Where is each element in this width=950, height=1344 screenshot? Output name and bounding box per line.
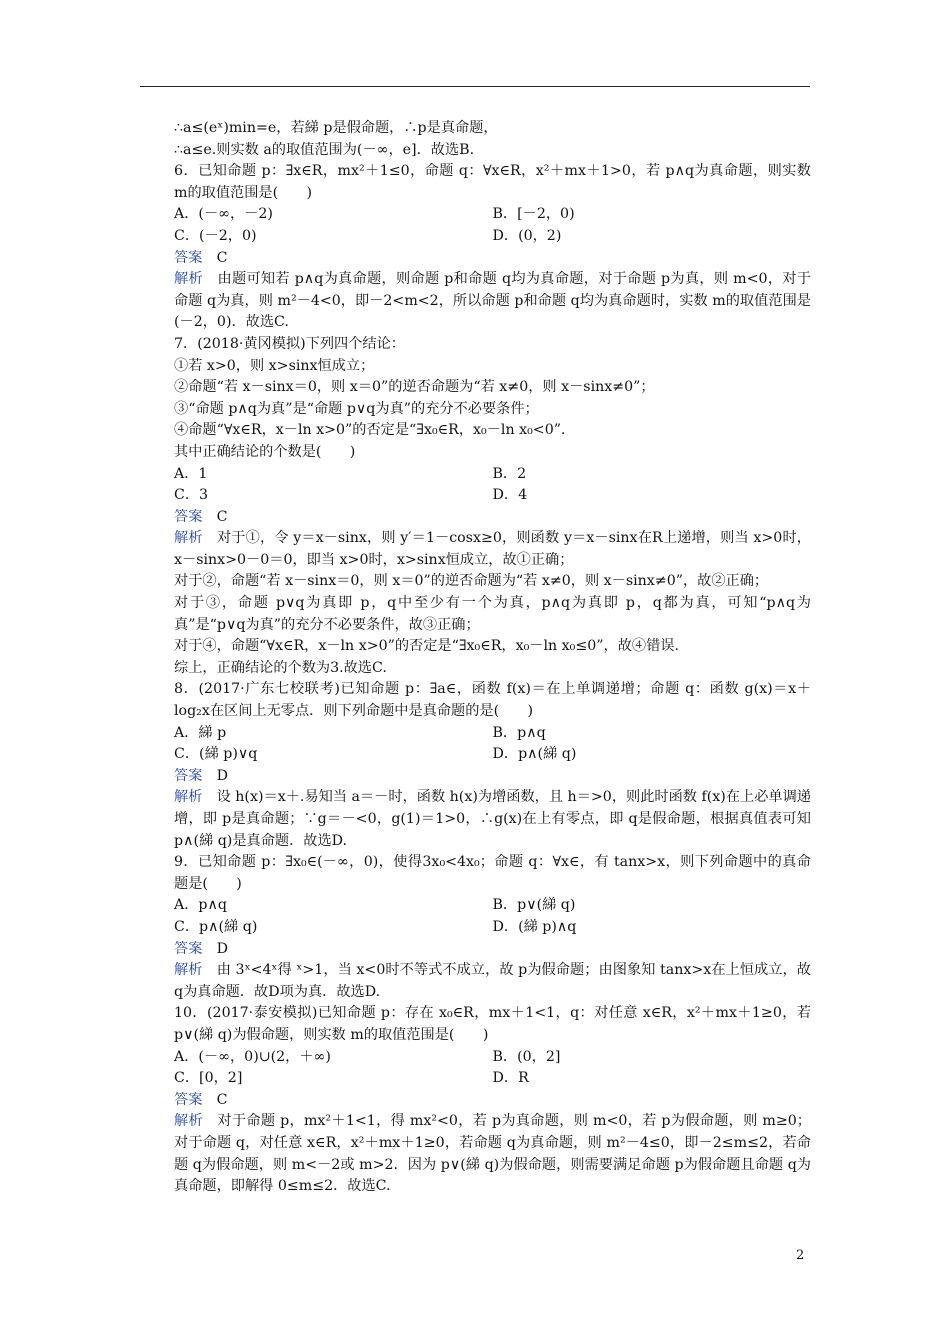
answer-label: 答案 (174, 940, 203, 957)
option-right: D．R (492, 1070, 529, 1087)
option-row (141, 723, 811, 745)
answer-text: C (202, 249, 228, 266)
option-right: B．p∧q (492, 724, 546, 741)
analysis-label: 解析 (174, 962, 203, 979)
text-paragraph: 10．(2017·泰安模拟)已知命题 p：存在 x₀∈R，mx＋1<1，q：对任意 x∈R，x²＋mx＋1≥0，若 p∨(綈 q)为假命题，则实数 m的取值范围是( ) (174, 1005, 811, 1043)
option-left: A．(－∞，－2) (174, 206, 273, 223)
page-number: 2 (796, 1248, 805, 1263)
option-left: C．3 (174, 487, 209, 504)
text-line: ①若 x>0，则 x>sinx恒成立； (174, 357, 375, 374)
option-left: C．p∧(綈 q) (174, 918, 258, 935)
option-row (141, 744, 811, 766)
header-rule (140, 86, 810, 87)
answer-line (141, 507, 811, 529)
option-left: A．(－∞，0)∪(2，＋∞) (174, 1048, 331, 1065)
analysis-paragraph (141, 528, 811, 571)
text-line: ②命题“若 x－sinx＝0，则 x＝0”的逆否命题为“若 x≠0，则 x－sinx≠0”； (174, 379, 655, 396)
answer-label: 答案 (174, 767, 203, 784)
text-line: 对于④，命题“∀x∈R，x－ln x>0”的否定是“∃x₀∈R，x₀－ln x₀≤0”，故④错误. (174, 638, 679, 655)
analysis-text: 设 h(x)＝x＋.易知当 a＝－时，函数 h(x)为增函数，且 h＝>0，则此时函数 f(x)在上必单调递增，即 p是真命题；∵g＝－<0，g(1)＝1>0，∴g(x)在上有零点，即 q是假命题，根据真值表可知 p∧(綈 q)是真命题．故选D. (174, 789, 811, 849)
text-paragraph: 8．(2017·广东七校联考)已知命题 p：∃a∈，函数 f(x)＝在上单调递增；命题 q：函数 g(x)＝x＋log₂x在区间上无零点．则下列命题中是真命题的是( ) (174, 681, 811, 720)
text-line: ④命题“∀x∈R，x－ln x>0”的否定是“∃x₀∈R，x₀－ln x₀<0”． (174, 422, 576, 439)
option-left: A．綈 p (174, 724, 227, 741)
answer-line (141, 766, 811, 788)
text-paragraph: 对于②，命题“若 x－sinx＝0，则 x＝0”的逆否命题为“若 x≠0，则 x－sinx≠0”，故②正确； (174, 573, 769, 590)
option-right: B．(0，2] (492, 1048, 561, 1065)
option-row (141, 485, 811, 507)
answer-label: 答案 (174, 508, 203, 525)
answer-text: D (202, 767, 228, 784)
text-line: 7．(2018·黄冈模拟)下列四个结论： (174, 335, 405, 352)
analysis-label: 解析 (174, 530, 203, 547)
answer-label: 答案 (174, 1091, 203, 1108)
option-left: A．1 (174, 465, 208, 482)
option-left: C．(綈 p)∨q (174, 746, 258, 763)
option-right: B．p∨(綈 q) (492, 897, 576, 914)
option-right: D．(0，2) (492, 227, 562, 244)
text-line: 其中正确结论的个数是( ) (174, 443, 356, 460)
option-right: B．2 (492, 465, 527, 482)
text-line: ③“命题 p∧q为真”是“命题 p∨q为真”的充分不必要条件； (174, 400, 539, 417)
answer-text: C (202, 508, 228, 525)
text-paragraph: 9．已知命题 p：∃x₀∈(－∞，0)，使得3x₀<4x₀；命题 q：∀x∈，有 tanx>x，则下列命题中的真命题是( ) (174, 854, 811, 892)
text-line: ∴a≤(eˣ)min=e，若綈 p是假命题，∴p是真命题， (174, 120, 498, 136)
option-row (141, 226, 811, 248)
analysis-text: 对于命题 p，mx²＋1<1，得 mx²<0，若 p为真命题，则 m<0，若 p为假命题，则 m≥0；对于命题 q，对任意 x∈R，x²＋mx＋1≥0，若命题 q为真命题，则 m²－4≤0，即－2≤m≤2，若命题 q为假命题，则 m<－2或 m>2．因为 p∨(綈 q)为假命题，则需要满足命题 p为假命题且命题 q为真命题，即解得 0≤m≤2．故选C. (174, 1113, 811, 1195)
answer-line (141, 248, 811, 270)
answer-line (141, 939, 811, 961)
option-right: B．[－2，0) (492, 206, 575, 223)
analysis-paragraph (141, 960, 811, 1003)
analysis-paragraph (141, 787, 811, 852)
option-row (141, 464, 811, 486)
option-row (141, 1068, 811, 1090)
analysis-label: 解析 (174, 1113, 203, 1130)
option-right: D．(綈 p)∧q (492, 918, 577, 935)
option-row (141, 895, 811, 917)
option-row (141, 204, 811, 226)
text-paragraph: 对于③，命题 p∨q为真即 p，q中至少有一个为真，p∧q为真即 p，q都为真，可知“p∧q为真”是“p∨q为真”的充分不必要条件，故③正确； (174, 595, 811, 633)
analysis-label: 解析 (174, 271, 203, 288)
analysis-paragraph (141, 1111, 811, 1197)
answer-text: C (202, 1091, 228, 1108)
option-right: D．4 (492, 487, 528, 504)
option-left: A．p∧q (174, 897, 227, 914)
option-left: C．(－2，0) (174, 227, 257, 244)
analysis-text: 对于①，令 y＝x－sinx，则 y′＝1－cosx≥0，则函数 y＝x－sinx在R上递增，则当 x>0时，x－sinx>0－0＝0，即当 x>0时，x>sinx恒成立，故①正确； (174, 530, 811, 568)
answer-line (141, 1090, 811, 1112)
option-row (141, 1047, 811, 1069)
answer-label: 答案 (174, 249, 203, 266)
analysis-text: 由 3ˣ<4ˣ得 ˣ>1，当 x<0时不等式不成立，故 p为假命题；由图象知 tanx>x在上恒成立，故 q为真命题．故D项为真．故选D. (174, 962, 811, 1000)
page-body (141, 118, 811, 1198)
option-left: C．[0，2] (174, 1070, 243, 1087)
answer-text: D (202, 940, 228, 957)
analysis-text: 由题可知若 p∧q为真命题，则命题 p和命题 q均为真命题，对于命题 p为真，则 m<0，对于命题 q为真，则 m²－4<0，即－2<m<2，所以命题 p和命题 q均为真命题时，实数 m的取值范围是(－2，0)．故选C. (174, 271, 811, 331)
analysis-label: 解析 (174, 789, 203, 806)
text-paragraph: 6．已知命题 p：∃x∈R，mx²＋1≤0，命题 q：∀x∈R，x²＋mx＋1>0，若 p∧q为真命题，则实数 m的取值范围是( ) (174, 163, 811, 201)
analysis-paragraph (141, 269, 811, 334)
text-line: 综上，正确结论的个数为3.故选C. (174, 659, 387, 676)
option-right: D．p∧(綈 q) (492, 746, 577, 763)
option-row (141, 917, 811, 939)
text-line: ∴a≤e.则实数 a的取值范围为(－∞，e]．故选B. (174, 141, 475, 158)
